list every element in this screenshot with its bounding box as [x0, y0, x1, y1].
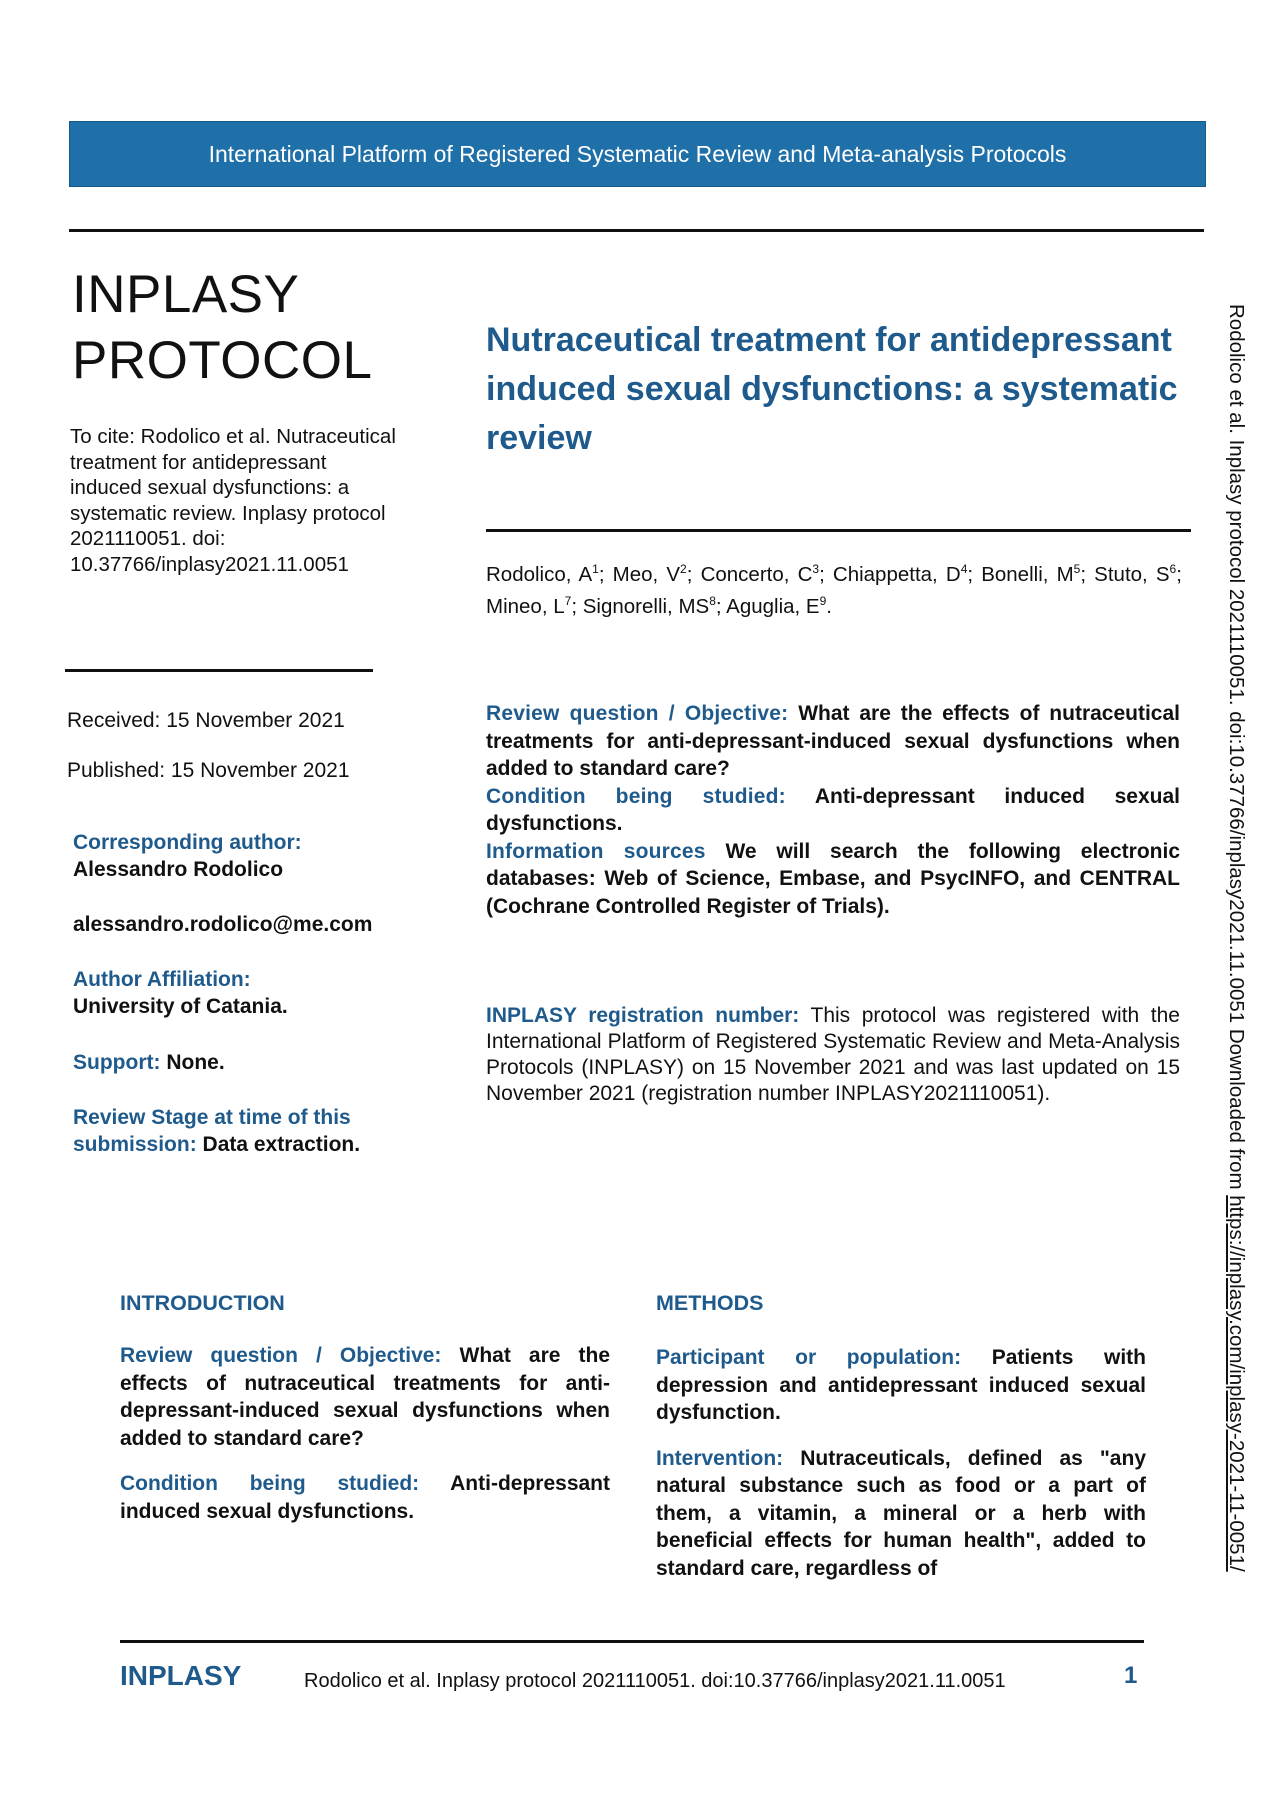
methods-participant [656, 1344, 1146, 1427]
author-affiliation-marker: 5 [1073, 562, 1081, 576]
author-affiliation-marker: 7 [564, 593, 572, 608]
author-separator: ; [1176, 562, 1182, 586]
methods-intervention [656, 1445, 1146, 1583]
registration-text: This protocol was registered with the International Platform of Registered Systematic Review and Meta-Analysis Protocols (INPLASY) on 15 November 2021 and was last updated on 15 November 2021 (registration number INPLASY2021110051). [486, 1004, 1180, 1105]
condition-text: Anti-depressant induced sexual dysfunctions. [486, 784, 1181, 835]
support-label: Support: [73, 1051, 161, 1074]
review-question-text: What are the effects of nutraceutical treatments for anti-depressant-induced sexual dysfunctions when added to standard care? [486, 702, 1181, 780]
author-separator: ; [967, 562, 982, 586]
author-name: Rodolico, A [486, 562, 593, 586]
author-email[interactable]: alessandro.rodolico@me.com [73, 913, 373, 936]
corresponding-author [73, 829, 433, 883]
author-affiliation [73, 966, 433, 1020]
author-name: Concerto, C [700, 562, 813, 586]
brand-title [72, 262, 372, 394]
intro-review-question [120, 1342, 610, 1452]
download-link[interactable]: https://inplasy.com/inplasy-2021-11-0051/ [1225, 1195, 1248, 1572]
review-stage [73, 1104, 433, 1158]
information-sources-label: Information sources [486, 839, 706, 863]
affiliation-value: University of Catania. [73, 995, 288, 1018]
author-separator: ; [686, 562, 701, 586]
corresponding-author-name: Alessandro Rodolico [73, 858, 284, 881]
footer-brand: INPLASY [120, 1660, 242, 1691]
participant-label: Participant or population: [656, 1346, 962, 1369]
intro-condition-label: Condition being studied: [120, 1472, 420, 1495]
author-separator: ; [1080, 562, 1095, 586]
author-name: Meo, V [612, 562, 681, 586]
received-date: Received: 15 November 2021 [67, 709, 345, 732]
author-affiliation-marker: 6 [1169, 562, 1177, 576]
brand-line-2: PROTOCOL [72, 331, 373, 390]
author-separator: ; [571, 594, 583, 618]
page-number: 1 [1124, 1662, 1138, 1689]
introduction-column [120, 1342, 610, 1543]
brand-line-1: INPLASY [72, 265, 300, 324]
registration-note [486, 1003, 1180, 1107]
author-affiliation-marker: 8 [709, 593, 716, 608]
author-separator: ; [715, 594, 727, 618]
journal-banner: International Platform of Registered Systematic Review and Meta-analysis Protocols [69, 121, 1206, 187]
author-name: Chiappetta, D [832, 562, 961, 586]
download-note [1224, 304, 1248, 1572]
left-divider [65, 669, 373, 672]
author-affiliation-marker: 4 [960, 562, 968, 576]
methods-column [656, 1344, 1146, 1600]
download-note-text: Rodolico et al. Inplasy protocol 2021110051. doi:10.37766/inplasy2021.11.0051 Downloaded from [1225, 304, 1248, 1196]
author-separator: . [826, 594, 832, 618]
condition-label: Condition being studied: [486, 784, 786, 808]
published-date: Published: 15 November 2021 [67, 759, 350, 782]
corresponding-author-label: Corresponding author: [73, 831, 302, 854]
intro-condition [120, 1470, 610, 1525]
author-name: Mineo, L [486, 594, 565, 618]
intervention-label: Intervention: [656, 1446, 784, 1470]
review-stage-value: Data extraction. [202, 1133, 361, 1156]
author-separator: ; [819, 562, 833, 586]
intro-review-question-label: Review question / Objective: [120, 1344, 442, 1367]
footer-citation: Rodolico et al. Inplasy protocol 2021110051. doi:10.37766/inplasy2021.11.0051 [304, 1670, 1006, 1692]
intervention-text: Nutraceuticals, defined as "any natural substance such as food or a part of them, a vitamin, a mineral or a herb with beneficial effects for human health", added to standard care, regardless of [656, 1446, 1146, 1580]
author-affiliation-marker: 9 [819, 593, 827, 608]
title-divider [486, 529, 1191, 532]
author-separator: ; [598, 562, 613, 586]
author-name: Bonelli, M [981, 562, 1074, 586]
review-question-label: Review question / Objective: [486, 702, 789, 725]
review-stage-label: Review Stage at time of this submission: [73, 1106, 351, 1156]
footer-rule [120, 1640, 1144, 1643]
affiliation-label: Author Affiliation: [73, 968, 251, 991]
intro-review-question-text: What are the effects of nutraceutical treatments for anti-depressant-induced sexual dysfunctions when added to standard care? [120, 1344, 610, 1450]
methods-heading: METHODS [656, 1291, 764, 1315]
introduction-heading: INTRODUCTION [120, 1291, 285, 1315]
author-affiliation-marker: 2 [680, 562, 687, 576]
registration-label: INPLASY registration number: [486, 1004, 800, 1027]
support [73, 1049, 433, 1076]
citation: To cite: Rodolico et al. Nutraceutical treatment for antidepressant induced sexual dysfunctions: a systematic review. Inplasy protocol 2021110051. doi: 10.37766/inplasy2021.11.0051 [70, 425, 396, 576]
header-rule [69, 229, 1204, 232]
information-sources-text: We will search the following electronic databases: Web of Science, Embase, and PsycINFO, and CENTRAL (Cochrane Controlled Register of Trials). [486, 839, 1180, 918]
author-affiliation-marker: 1 [592, 562, 599, 576]
author-name: Aguglia, E [726, 594, 820, 618]
participant-text: Patients with depression and antidepressant induced sexual dysfunction. [656, 1346, 1146, 1424]
intro-condition-text: Anti-depressant induced sexual dysfunctions. [120, 1472, 610, 1523]
article-title: Nutraceutical treatment for antidepressant induced sexual dysfunctions: a systematic review [486, 321, 1178, 457]
author-name: Signorelli, MS [582, 594, 710, 618]
support-value: None. [166, 1051, 225, 1074]
author-affiliation-marker: 3 [812, 562, 820, 576]
author-name: Stuto, S [1094, 562, 1170, 586]
abstract [486, 700, 1180, 920]
author-list [486, 556, 1182, 620]
